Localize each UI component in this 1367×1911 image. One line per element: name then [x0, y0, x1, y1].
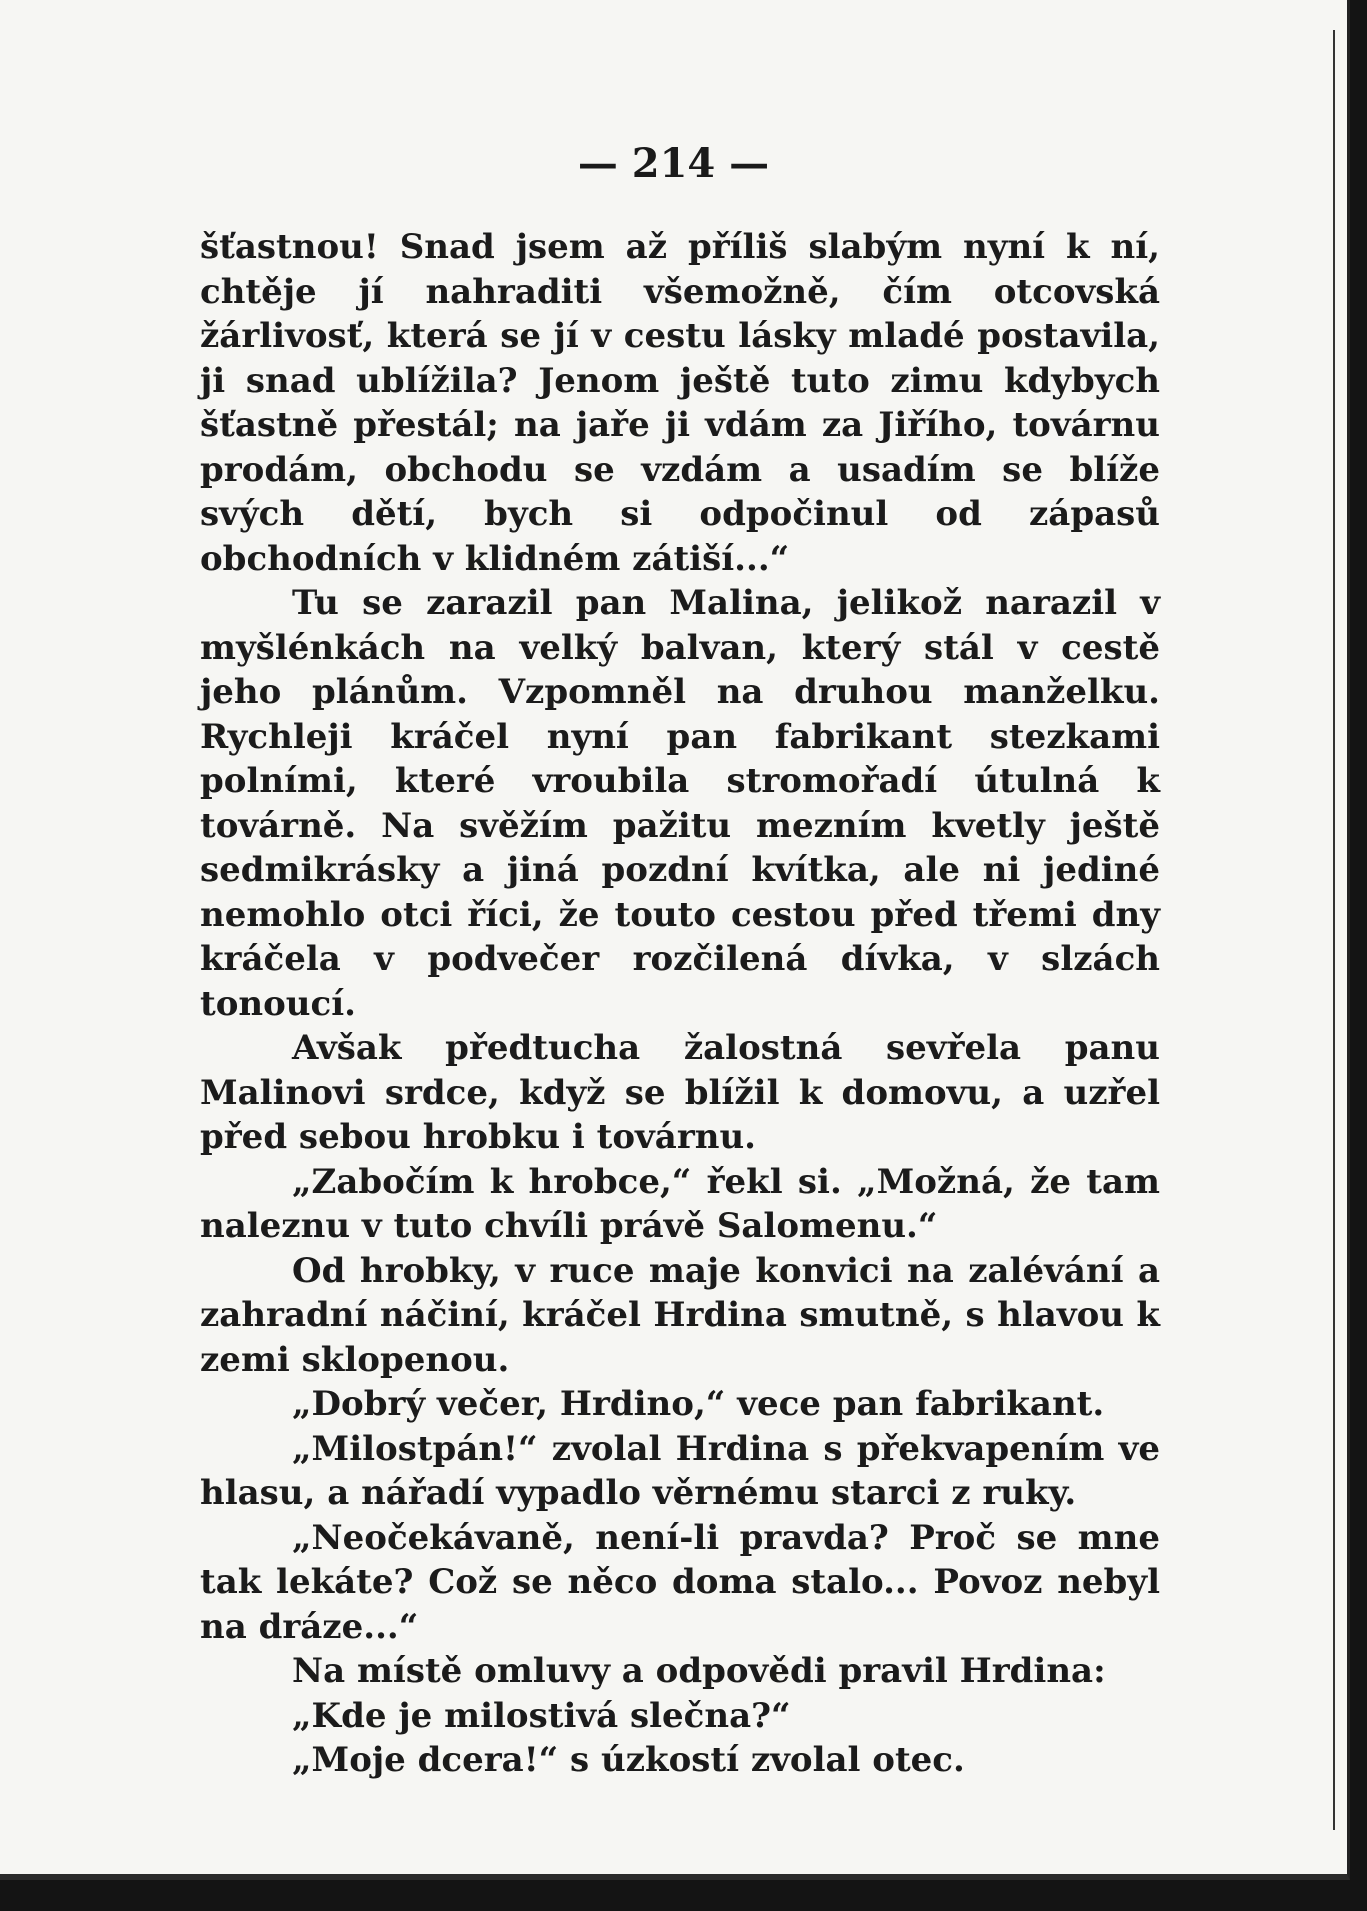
paragraph-1: šťastnou! Snad jsem až příliš slabým nyní k ní, chtěje jí nahraditi všemožně, čím otcovská žárlivosť, která se jí v cestu lásky mladé postavila, ji snad ublížila? Jenom ještě tuto zimu kdybych šťastně přestál; na jaře ji vdám za Jiřího, továrnu prodám, obchodu se vzdám a usadím se blíže svých dětí, bych si odpočinul od zápasů obchodních v klidném zátiší...“ [200, 227, 1160, 579]
paragraph-3: Avšak předtucha žalostná sevřela panu Malinovi srdce, když se blížil k domovu, a uzřel před sebou hrobku i továrnu. [200, 1028, 1160, 1157]
paragraph-7: „Milostpán!“ zvolal Hrdina s překvapením ve hlasu, a nářadí vypadlo věrnému starci z ruky. [200, 1428, 1160, 1513]
paragraph-11: „Moje dcera!“ s úzkostí zvolal otec. [292, 1740, 965, 1780]
paragraph-9: Na místě omluvy a odpovědi pravil Hrdina: [292, 1651, 1106, 1691]
paragraph-10: „Kde je milostivá slečna?“ [292, 1695, 791, 1736]
body-text [200, 225, 1160, 1783]
page-number: — 214 — [577, 140, 770, 187]
paragraph-6: „Dobrý večer, Hrdino,“ vece pan fabrikant. [292, 1384, 1105, 1424]
page-edge-line [1333, 30, 1335, 1830]
paragraph-4: „Zabočím k hrobce,“ řekl si. „Možná, že tam naleznu v tuto chvíli právě Salomenu.“ [200, 1161, 1160, 1246]
paragraph-5: Od hrobky, v ruce maje konvici na zalévání a zahradní náčiní, kráčel Hrdina smutně, s hlavou k zemi sklopenou. [200, 1250, 1160, 1380]
paragraph-2: Tu se zarazil pan Malina, jelikož narazil v myšlénkách na velký balvan, který stál v cestě jeho plánům. Vzpomněl na druhou manželku. Rychleji kráčel nyní pan fabrikant stezkami polními, které vroubila stromořadí útulná k továrně. Na svěžím pažitu mezním kvetly ještě sedmikrásky a jiná pozdní kvítka, ale ni jediné nemohlo otci říci, že touto cestou před třemi dny kráčela v podvečer rozčilená dívka, v slzách tonoucí. [200, 583, 1160, 1024]
paragraph-8: „Neočekávaně, není-li pravda? Proč se mne tak lekáte? Což se něco doma stalo... Povoz nebyl na dráze...“ [200, 1517, 1160, 1647]
